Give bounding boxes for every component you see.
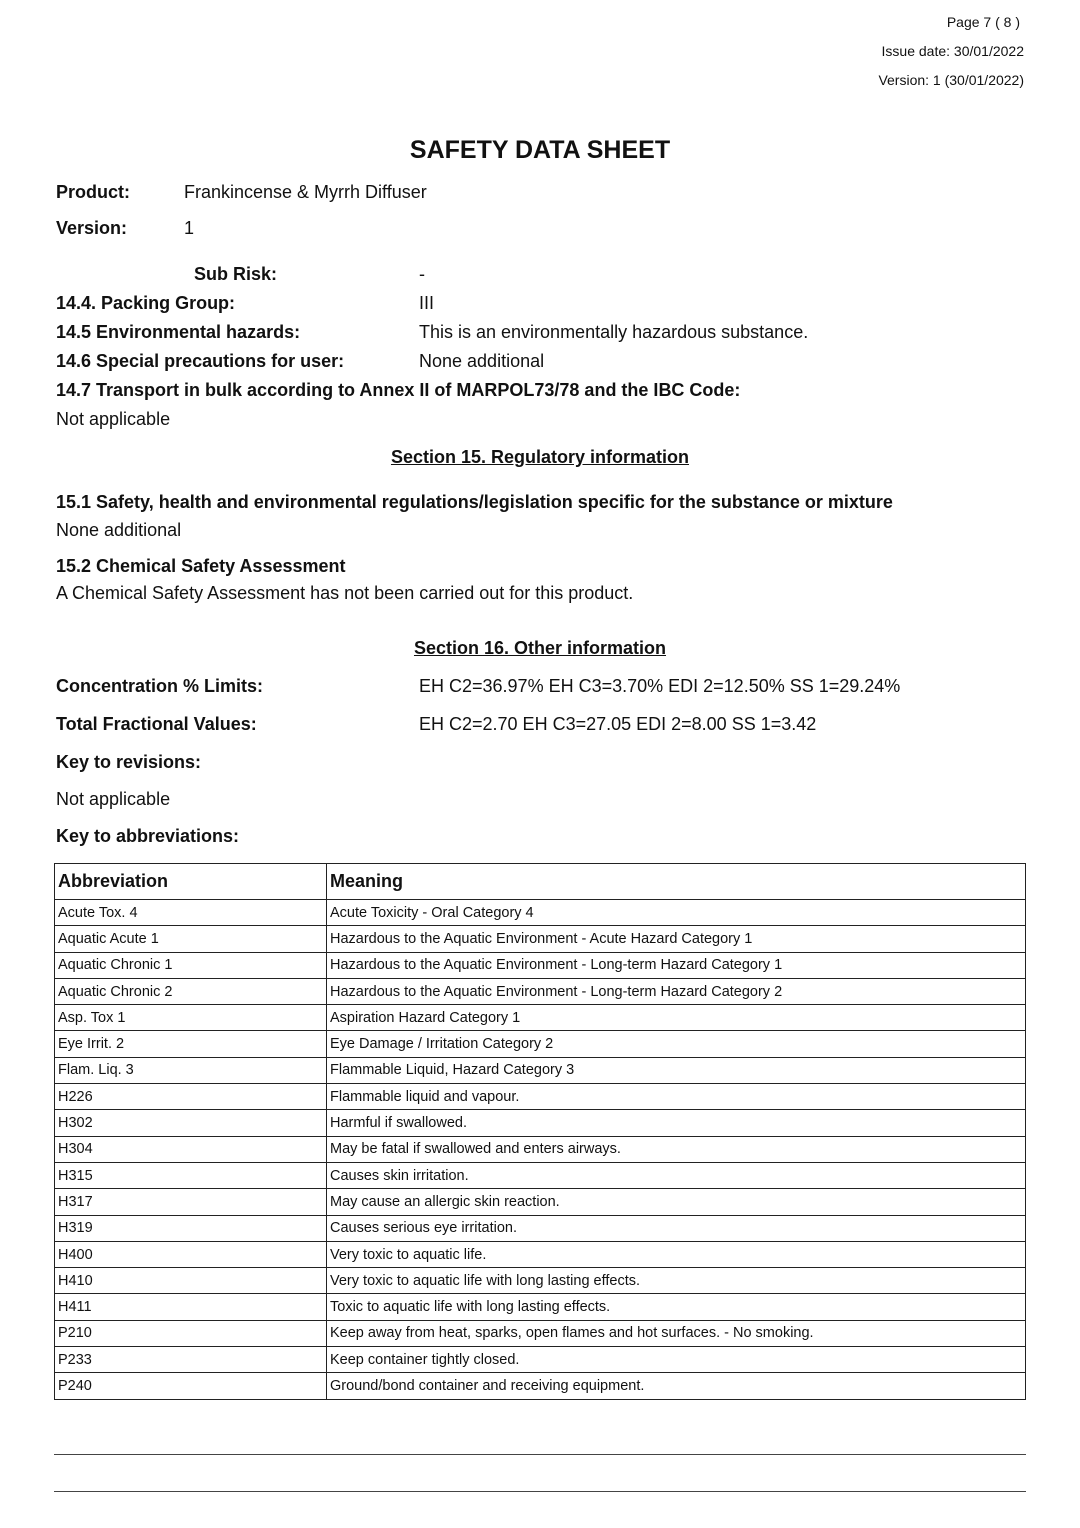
section-15-2-value: A Chemical Safety Assessment has not been carried out for this product.	[56, 583, 634, 603]
table-header-row	[55, 864, 1026, 900]
table-row	[55, 1031, 1026, 1057]
abbreviation-cell: H410	[55, 1268, 327, 1294]
abbreviation-cell: H226	[55, 1084, 327, 1110]
packing-group-value: III	[419, 293, 435, 313]
table-row	[55, 1268, 1026, 1294]
abbreviation-cell: H400	[55, 1241, 327, 1267]
document-title: SAFETY DATA SHEET	[409, 136, 671, 164]
special-precautions-label: 14.6 Special precautions for user:	[56, 351, 345, 371]
meaning-cell: Very toxic to aquatic life.	[327, 1241, 1026, 1267]
table-row	[55, 978, 1026, 1004]
section-15-1-value: None additional	[56, 520, 182, 540]
sub-risk-label: Sub Risk:	[194, 264, 278, 284]
table-row	[55, 1373, 1026, 1399]
meaning-cell: Aspiration Hazard Category 1	[327, 1005, 1026, 1031]
table-row	[55, 1084, 1026, 1110]
key-to-abbreviations-label: Key to abbreviations:	[56, 826, 240, 846]
sub-risk-value: -	[419, 264, 425, 284]
table-row	[55, 1294, 1026, 1320]
abbreviation-cell: H411	[55, 1294, 327, 1320]
env-hazards-label: 14.5 Environmental hazards:	[56, 322, 301, 342]
meaning-cell: Causes skin irritation.	[327, 1162, 1026, 1188]
meaning-cell: Keep away from heat, sparks, open flames and hot surfaces. - No smoking.	[327, 1320, 1026, 1346]
meaning-cell: Very toxic to aquatic life with long lasting effects.	[327, 1268, 1026, 1294]
meaning-cell: Causes serious eye irritation.	[327, 1215, 1026, 1241]
packing-group-label: 14.4. Packing Group:	[56, 293, 236, 313]
abbreviation-cell: H317	[55, 1189, 327, 1215]
section-15-heading: Section 15. Regulatory information	[390, 447, 690, 467]
table-row	[55, 900, 1026, 926]
abbreviation-cell: P240	[55, 1373, 327, 1399]
table-row	[55, 1057, 1026, 1083]
meaning-cell: May be fatal if swallowed and enters airways.	[327, 1136, 1026, 1162]
table-row	[55, 1347, 1026, 1373]
abbreviation-cell: H315	[55, 1162, 327, 1188]
meaning-cell: Eye Damage / Irritation Category 2	[327, 1031, 1026, 1057]
env-hazards-value: This is an environmentally hazardous substance.	[419, 322, 809, 342]
key-to-revisions-value: Not applicable	[56, 789, 171, 809]
bulk-transport-label: 14.7 Transport in bulk according to Annex II of MARPOL73/78 and the IBC Code:	[56, 380, 741, 400]
abbreviation-cell: Acute Tox. 4	[55, 900, 327, 926]
abbreviation-cell: Flam. Liq. 3	[55, 1057, 327, 1083]
special-precautions-value: None additional	[419, 351, 545, 371]
abbreviation-cell: H319	[55, 1215, 327, 1241]
abbreviation-cell: P233	[55, 1347, 327, 1373]
table-row	[55, 1110, 1026, 1136]
meaning-cell: Keep container tightly closed.	[327, 1347, 1026, 1373]
meaning-cell: Ground/bond container and receiving equipment.	[327, 1373, 1026, 1399]
table-row	[55, 952, 1026, 978]
bulk-transport-value: Not applicable	[56, 409, 171, 429]
meaning-cell: Hazardous to the Aquatic Environment - Acute Hazard Category 1	[327, 926, 1026, 952]
page-number: Page 7 ( 8 )	[946, 14, 1020, 30]
table-row	[55, 1215, 1026, 1241]
meaning-cell: Harmful if swallowed.	[327, 1110, 1026, 1136]
meaning-cell: Hazardous to the Aquatic Environment - Long-term Hazard Category 1	[327, 952, 1026, 978]
fractional-values-label: Total Fractional Values:	[56, 714, 257, 734]
abbreviation-cell: P210	[55, 1320, 327, 1346]
abbreviation-cell: Aquatic Chronic 2	[55, 978, 327, 1004]
meaning-cell: Flammable Liquid, Hazard Category 3	[327, 1057, 1026, 1083]
product-label: Product:	[56, 182, 130, 202]
meaning-cell: Acute Toxicity - Oral Category 4	[327, 900, 1026, 926]
table-row	[55, 1189, 1026, 1215]
meaning-cell: Hazardous to the Aquatic Environment - Long-term Hazard Category 2	[327, 978, 1026, 1004]
column-header-meaning: Meaning	[327, 864, 1026, 900]
abbreviation-cell: Asp. Tox 1	[55, 1005, 327, 1031]
column-header-abbreviation: Abbreviation	[55, 864, 327, 900]
product-value: Frankincense & Myrrh Diffuser	[184, 182, 427, 202]
abbreviations-table	[54, 863, 1026, 1400]
abbreviation-cell: Eye Irrit. 2	[55, 1031, 327, 1057]
table-row	[55, 1241, 1026, 1267]
footer-rule-top	[54, 1454, 1026, 1455]
section-15-2-label: 15.2 Chemical Safety Assessment	[56, 556, 346, 576]
abbreviation-cell: H302	[55, 1110, 327, 1136]
abbreviations-table-body	[55, 900, 1026, 1400]
table-row	[55, 926, 1026, 952]
abbreviation-cell: H304	[55, 1136, 327, 1162]
key-to-revisions-label: Key to revisions:	[56, 752, 202, 772]
abbreviation-cell: Aquatic Chronic 1	[55, 952, 327, 978]
footer-rule-bottom	[54, 1491, 1026, 1492]
section-15-1-label: 15.1 Safety, health and environmental regulations/legislation specific for the substance or mixture	[56, 492, 893, 512]
meaning-cell: May cause an allergic skin reaction.	[327, 1189, 1026, 1215]
abbreviation-cell: Aquatic Acute 1	[55, 926, 327, 952]
version-label: Version:	[56, 218, 128, 238]
concentration-limits-label: Concentration % Limits:	[56, 676, 264, 696]
table-row	[55, 1005, 1026, 1031]
table-row	[55, 1320, 1026, 1346]
table-row	[55, 1162, 1026, 1188]
version-value: 1	[184, 218, 195, 238]
issue-date: Issue date: 30/01/2022	[881, 43, 1024, 59]
table-row	[55, 1136, 1026, 1162]
concentration-limits-value: EH C2=36.97% EH C3=3.70% EDI 2=12.50% SS 1=29.24%	[419, 676, 901, 696]
fractional-values-value: EH C2=2.70 EH C3=27.05 EDI 2=8.00 SS 1=3.42	[419, 714, 817, 734]
section-16-heading: Section 16. Other information	[413, 638, 667, 658]
meaning-cell: Toxic to aquatic life with long lasting effects.	[327, 1294, 1026, 1320]
meaning-cell: Flammable liquid and vapour.	[327, 1084, 1026, 1110]
version-date: Version: 1 (30/01/2022)	[878, 72, 1024, 88]
